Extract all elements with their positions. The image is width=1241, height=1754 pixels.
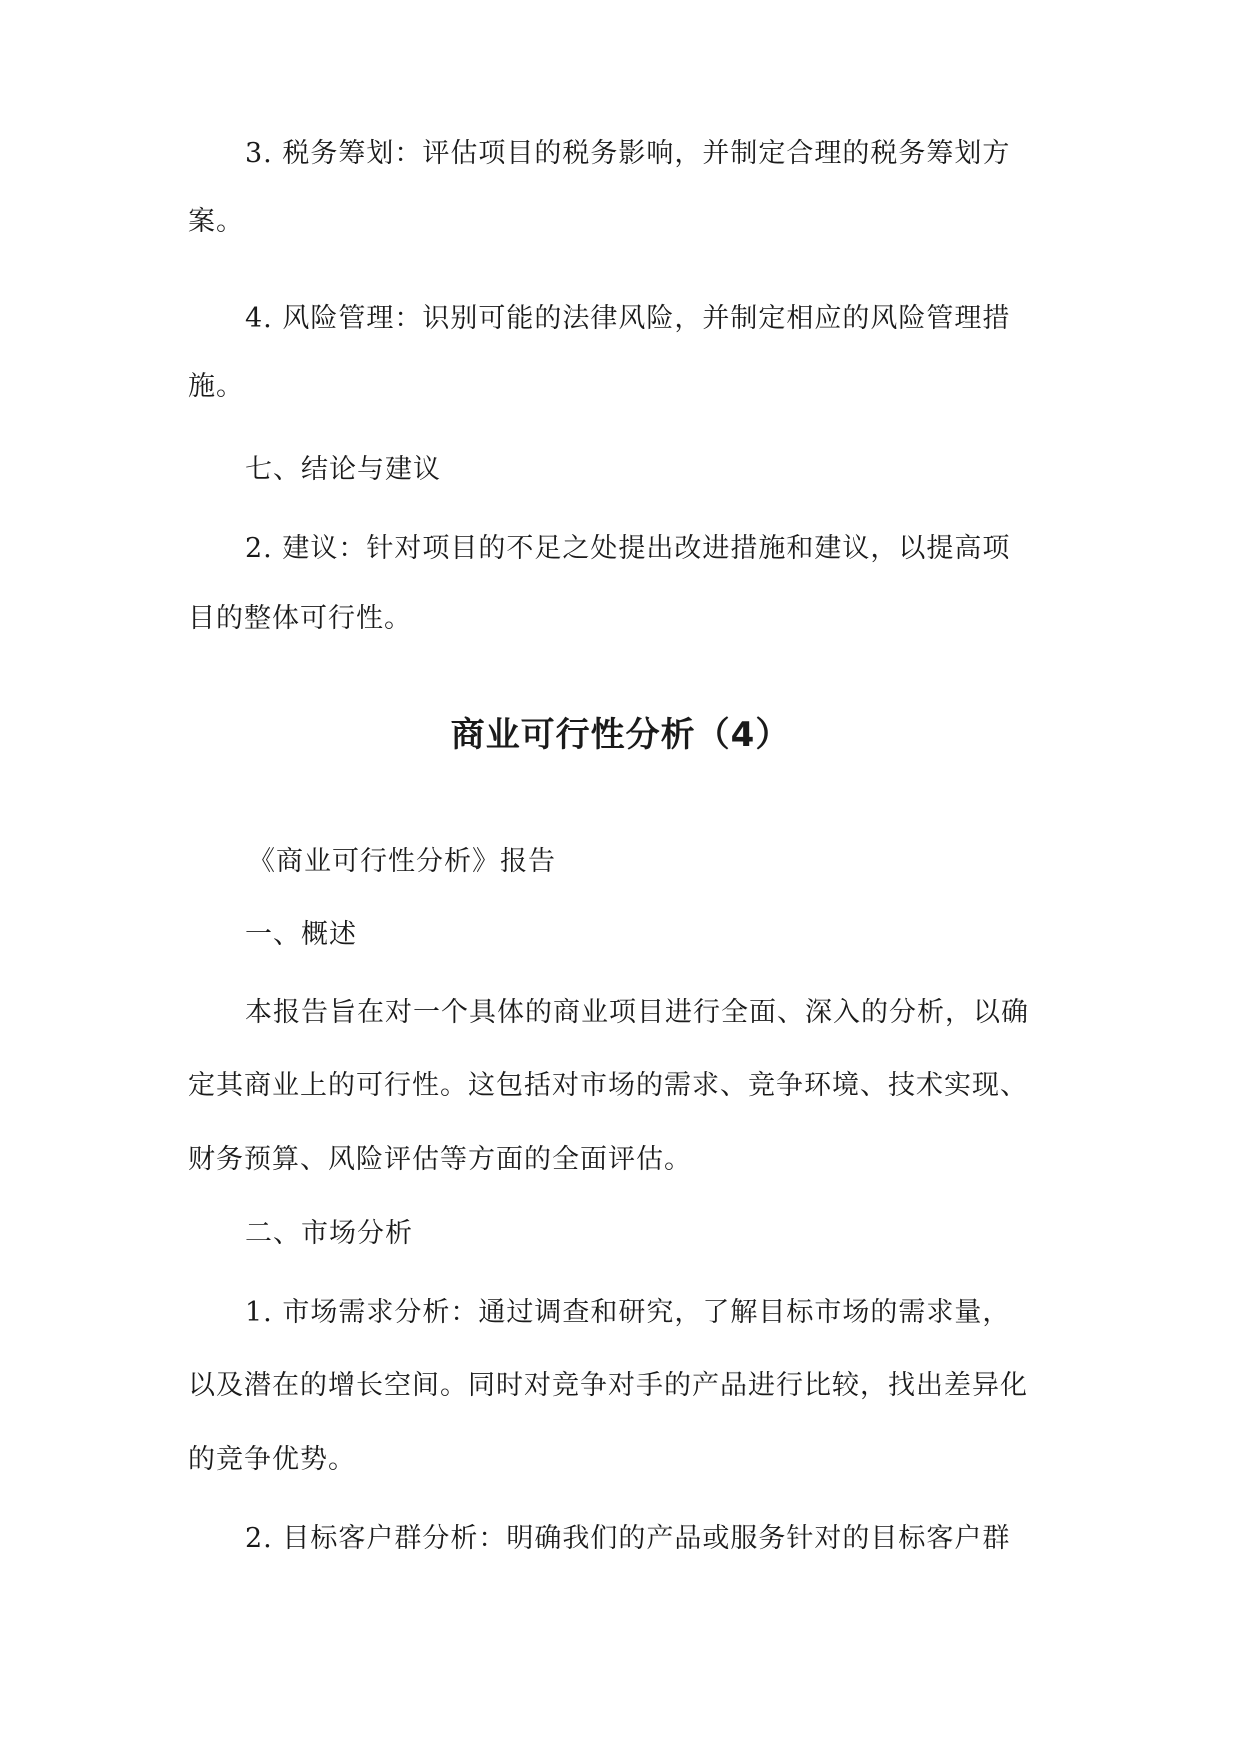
paragraph-line: 1. 市场需求分析：通过调查和研究，了解目标市场的需求量， bbox=[245, 1297, 1011, 1328]
section-heading: 一、概述 bbox=[245, 919, 357, 950]
paragraph-line: 目的整体可行性。 bbox=[188, 603, 412, 634]
paragraph-line: 财务预算、风险评估等方面的全面评估。 bbox=[188, 1144, 692, 1175]
section-heading: 二、市场分析 bbox=[245, 1218, 413, 1249]
paragraph-line: 以及潜在的增长空间。同时对竞争对手的产品进行比较，找出差异化 bbox=[188, 1370, 1028, 1401]
paragraph-line: 本报告旨在对一个具体的商业项目进行全面、深入的分析，以确 bbox=[245, 997, 1029, 1028]
paragraph-line: 3. 税务筹划：评估项目的税务影响，并制定合理的税务筹划方 bbox=[245, 138, 1011, 169]
paragraph-line: 2. 建议：针对项目的不足之处提出改进措施和建议，以提高项 bbox=[245, 533, 1011, 564]
paragraph-line: 施。 bbox=[188, 371, 244, 402]
paragraph-line: 《商业可行性分析》报告 bbox=[248, 846, 556, 877]
paragraph-line: 2. 目标客户群分析：明确我们的产品或服务针对的目标客户群 bbox=[245, 1523, 1011, 1554]
section-heading: 七、结论与建议 bbox=[245, 454, 441, 485]
page-title: 商业可行性分析（4） bbox=[450, 715, 791, 755]
paragraph-line: 4. 风险管理：识别可能的法律风险，并制定相应的风险管理措 bbox=[245, 303, 1011, 334]
paragraph-line: 案。 bbox=[188, 206, 244, 237]
paragraph-line: 定其商业上的可行性。这包括对市场的需求、竞争环境、技术实现、 bbox=[188, 1070, 1028, 1101]
paragraph-line: 的竞争优势。 bbox=[188, 1444, 356, 1475]
